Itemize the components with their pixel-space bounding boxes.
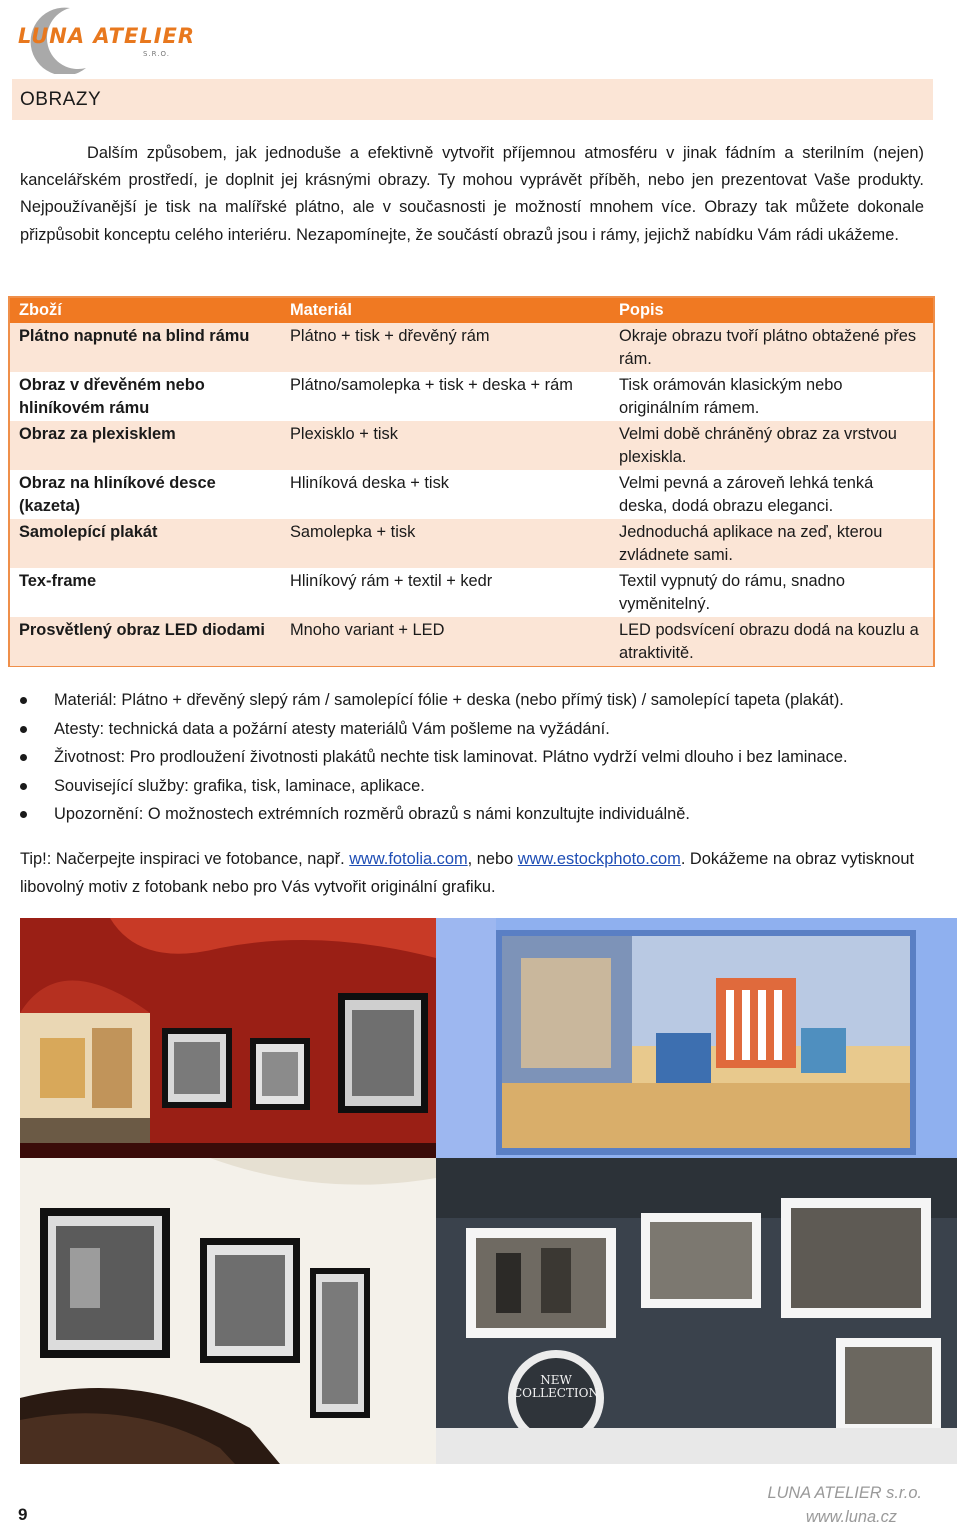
tip-prefix: Tip!: Načerpejte inspiraci ve fotobance, např. [20,850,350,868]
table-row [10,519,933,568]
footer-company: LUNA ATELIER s.r.o. [767,1484,922,1502]
cell-material: Mnoho variant + LED [290,621,445,639]
page-number: 9 [18,1505,28,1524]
section-title: OBRAZY [12,79,933,120]
cell-description: Tisk orámován klasickým nebo originálním rámem. [619,376,843,417]
intro-paragraph: Dalším způsobem, jak jednoduše a efektivně vytvořit příjemnou atmosféru v jinak fádním a sterilním (nejen) kancelářském prostředí, je doplnit jej krásnými obrazy. Ty mohou vyprávět příběh, nebo jen prezentovat Vaše produkty. Nejpoužívanější je tisk na malířské plátno, ale v současnosti je možností mnohem více. Obrazy tak můžete dokonale přizpůsobit konceptu celého interiéru. Nezapomínejte, že součástí obrazů jsou i rámy, jejichž nabídku Vám rádi ukážeme. [20,144,924,244]
bullet-text: Související služby: grafika, tisk, laminace, aplikace. [54,776,425,795]
bullet-text: Životnost: Pro prodloužení životnosti plakátů nechte tisk laminovat. Plátno vydrží velmi dlouho i bez laminace. [54,748,848,766]
cell-item: Samolepící plakát [19,523,158,541]
table-row [10,421,933,470]
table-row [10,617,933,666]
bullet-icon [20,726,27,733]
list-item [20,686,940,715]
cell-material: Plátno + tisk + dřevěný rám [290,327,490,345]
bullet-text: Upozornění: O možnostech extrémních rozměrů obrazů s námi konzultujte individuálně. [54,805,690,823]
bullet-icon [20,811,27,818]
fotolia-link[interactable]: www.fotolia.com [349,850,468,868]
cell-description: Velmi době chráněný obraz za vrstvou plexiskla. [619,425,897,466]
header-material: Materiál [290,301,352,319]
cell-item: Obraz v dřevěném nebo hliníkovém rámu [19,376,205,417]
table-row [10,568,933,617]
led-beach-image [436,918,957,1158]
cell-description: Velmi pevná a zároveň lehká tenká deska, dodá obrazu eleganci. [619,474,874,515]
list-item [20,772,940,801]
cell-material: Hliníkový rám + textil + kedr [290,572,493,590]
photo-led-beach [436,918,957,1158]
bullet-icon [20,754,27,761]
cell-item: Obraz na hliníkové desce (kazeta) [19,474,216,515]
list-item [20,743,940,772]
footer-website: www.luna.cz [805,1508,897,1526]
cell-material: Plexisklo + tisk [290,425,398,443]
boutique-image [436,1158,957,1464]
cell-material: Plátno/samolepka + tisk + deska + rám [290,376,573,394]
list-item [20,715,940,744]
tip-suffix: . Dokážeme na obraz vytisknout libovolný motiv z fotobank nebo pro Vás vytvořit originální grafiku. [20,850,915,896]
company-logo [8,2,196,74]
photo-collage [20,918,957,1464]
photo-staircase [20,1158,436,1464]
table-row [10,372,933,421]
info-bullet-list [20,686,940,829]
table-header [10,298,933,325]
cell-item: Prosvětlený obraz LED diodami [19,621,265,639]
bullet-text: Atesty: technická data a požární atesty materiálů Vám pošleme na vyžádání. [54,719,610,738]
cell-material: Samolepka + tisk [290,523,416,541]
list-item [20,800,940,829]
cell-item: Plátno napnuté na blind rámu [19,327,250,345]
tip-middle: , nebo [467,850,518,868]
logo-wordmark: LUNA ATELIER [18,24,196,48]
new-collection-sign: NEW COLLECTION [513,1373,599,1400]
cell-material: Hliníková deska + tisk [290,474,449,492]
product-table [8,296,935,667]
cell-item: Obraz za plexisklem [19,425,176,443]
table-row [10,470,933,519]
logo-suffix: S.R.O. [143,50,170,58]
cell-description: Textil vypnutý do rámu, snadno vyměnitelný. [619,572,845,613]
tip-paragraph [20,846,930,901]
cell-description: Jednoduchá aplikace na zeď, kterou zvládnete sami. [619,523,883,564]
estockphoto-link[interactable]: www.estockphoto.com [517,850,681,868]
staircase-image [20,1158,436,1464]
header-description: Popis [619,301,664,319]
bullet-icon [20,783,27,790]
header-item: Zboží [19,301,62,319]
red-corridor-image [20,918,436,1158]
table-row [10,323,933,372]
bullet-text: Materiál: Plátno + dřevěný slepý rám / samolepící fólie + deska (nebo přímý tisk) / samolepící tapeta (plakát). [54,691,844,709]
cell-description: Okraje obrazu tvoří plátno obtažené přes rám. [619,327,917,368]
bullet-icon [20,697,27,704]
photo-boutique [436,1158,957,1464]
photo-red-corridor [20,918,436,1158]
cell-item: Tex-frame [19,572,97,590]
cell-description: LED podsvícení obrazu dodá na kouzlu a atraktivitě. [619,621,919,662]
